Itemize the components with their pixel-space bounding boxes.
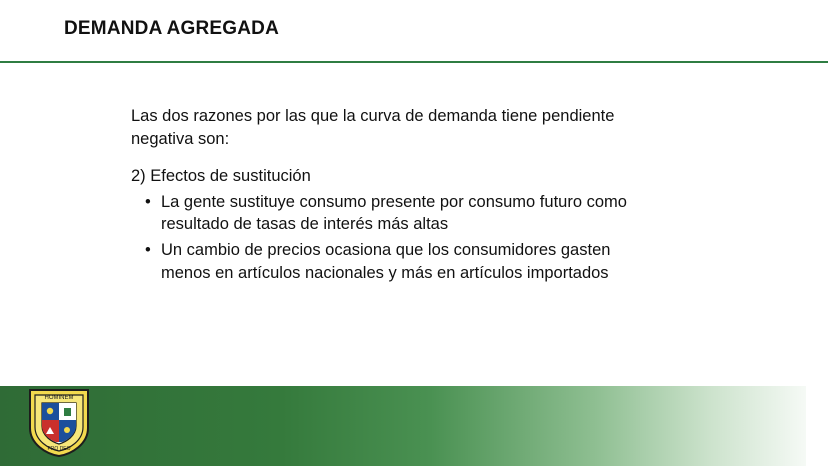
university-crest-icon (26, 384, 92, 458)
list-item (131, 191, 713, 236)
svg-text:HOMINEM: HOMINEM (44, 395, 74, 401)
list-item (131, 239, 713, 284)
section-heading: 2) Efectos de sustitución (131, 166, 311, 185)
title-divider (0, 61, 828, 63)
lead-paragraph-line-1: Las dos razones por las que la curva de demanda tiene pendiente (131, 107, 615, 125)
svg-text:PRO DEO: PRO DEO (47, 446, 71, 452)
bullet-list (131, 191, 713, 284)
list-item-line-1: La gente sustituye consumo presente por consumo futuro como (161, 192, 627, 211)
footer-bar (0, 386, 828, 466)
list-item-line-2: menos en artículos nacionales y más en artículos importados (161, 263, 609, 282)
footer-bar-highlight (806, 386, 828, 466)
bullet-point-icon: • (145, 192, 151, 211)
bullet-point-icon: • (145, 241, 151, 260)
lead-paragraph-line-2: negativa son: (131, 129, 230, 148)
list-item-line-1: Un cambio de precios ocasiona que los consumidores gasten (161, 241, 611, 260)
page-title: DEMANDA AGREGADA (64, 18, 280, 39)
list-item-line-2: resultado de tasas de interés más altas (161, 215, 449, 234)
slide-body (131, 105, 713, 288)
lead-paragraph (131, 105, 713, 151)
